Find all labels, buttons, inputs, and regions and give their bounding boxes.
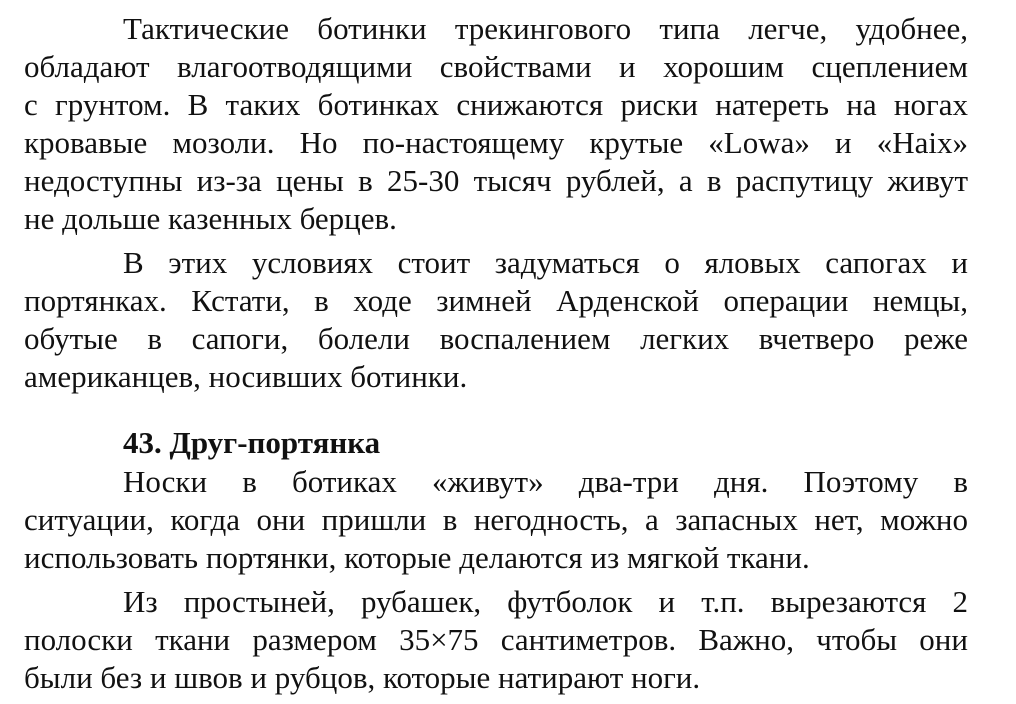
paragraph-1-line-2: обладают влагоотводящими свойствами и хорошим сцеплением — [24, 49, 968, 84]
section-paragraph-2-line-1: Из простыней, рубашек, футболок и т.п. вырезаются 2 — [123, 584, 968, 619]
paragraph-1-line-4: кровавые мозоли. Но по-настоящему крутые «Lowa» и «Haix» — [24, 125, 968, 160]
paragraph-2-line-3: обутые в сапоги, болели воспалением легких вчетверо реже — [24, 321, 968, 356]
paragraph-1-line-6: не дольше казенных берцев. — [24, 201, 397, 236]
paragraph-2-line-1: В этих условиях стоит задуматься о яловых сапогах и — [123, 245, 968, 280]
section-paragraph-2-line-2: полоски ткани размером 35×75 сантиметров. Важно, чтобы они — [24, 622, 968, 657]
clipped-bottom-line — [24, 694, 968, 704]
paragraph-2-line-2: портянках. Кстати, в ходе зимней Арденской операции немцы, — [24, 283, 968, 318]
paragraph-1-line-5: недоступны из-за цены в 25-30 тысяч рублей, а в распутицу живут — [24, 163, 968, 198]
section-paragraph-1-line-1: Носки в ботиках «живут» два-три дня. Поэтому в — [123, 464, 968, 499]
section-paragraph-1-line-2: ситуации, когда они пришли в негодность, а запасных нет, можно — [24, 502, 968, 537]
section-paragraph-1-line-3: использовать портянки, которые делаются из мягкой ткани. — [24, 540, 810, 575]
paragraph-1-line-3: с грунтом. В таких ботинках снижаются риски натереть на ногах — [24, 87, 968, 122]
paragraph-1-line-1: Тактические ботинки трекингового типа легче, удобнее, — [123, 11, 968, 46]
paragraph-2-line-4: американцев, носивших ботинки. — [24, 359, 468, 394]
section-paragraph-2-line-3: были без и швов и рубцов, которые натирают ноги. — [24, 660, 701, 695]
section-heading: 43. Друг-портянка — [123, 425, 381, 460]
